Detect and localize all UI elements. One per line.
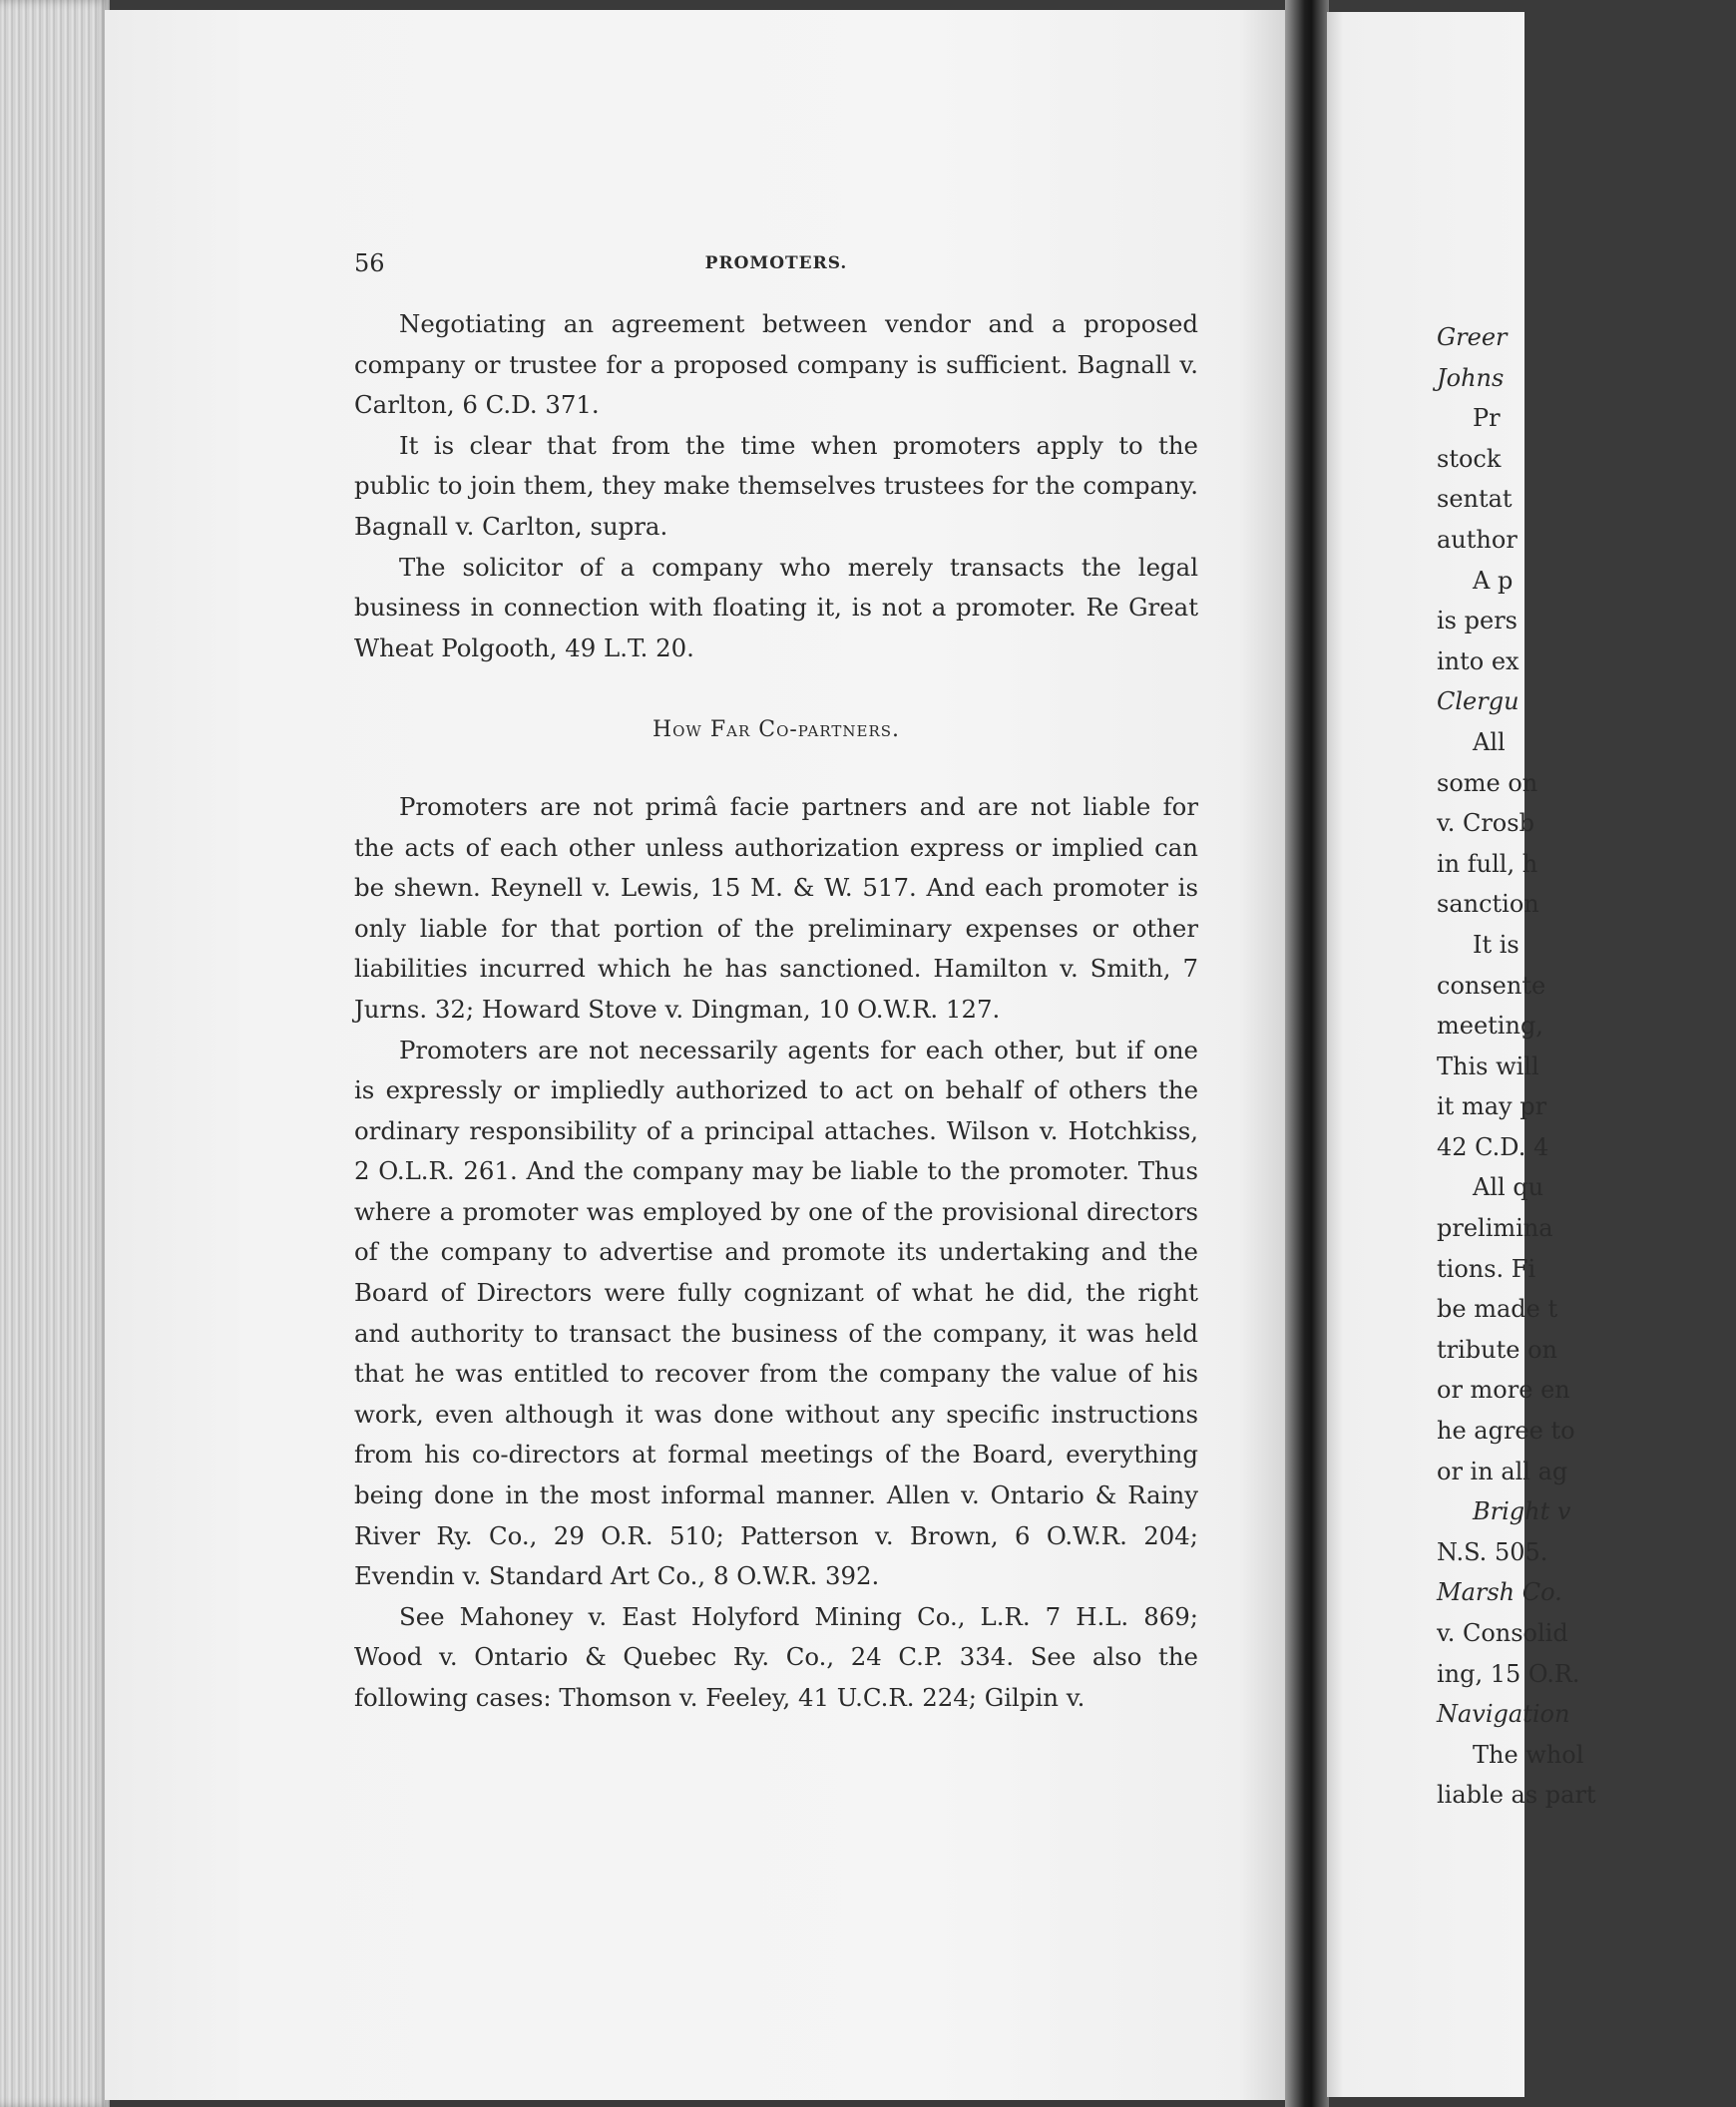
right-line: tions. Fi: [1437, 1254, 1536, 1283]
right-line: liable as part: [1437, 1781, 1596, 1810]
right-line: Greer: [1437, 323, 1508, 351]
right-line: or more en: [1437, 1376, 1570, 1405]
right-line: Navigation: [1437, 1700, 1570, 1729]
right-line: Johns: [1437, 363, 1505, 392]
right-line: he agree to: [1437, 1417, 1575, 1446]
right-line: ing, 15 O.R.: [1437, 1659, 1580, 1688]
right-line: All: [1473, 727, 1506, 756]
right-line: This will: [1437, 1052, 1539, 1080]
right-line: some on: [1437, 768, 1538, 797]
section-heading: How Far Co-partners.: [651, 717, 901, 743]
right-line: be made t: [1437, 1295, 1558, 1324]
paragraph-2: It is clear that from the time when promoters apply to the public to join them, they make themselves trustees for the company. Bagnall v. Carlton, supra.: [354, 430, 1198, 541]
running-title: PROMOTERS.: [704, 253, 848, 273]
right-line: Pr: [1473, 404, 1501, 433]
right-line: sentat: [1437, 485, 1513, 514]
section-paragraph-2: Promoters are not necessarily agents for each other, but if one is expressly or impliedly authorized to act on behalf of others the ordinary responsibility of a principal attaches. Wilson v. Hotchkiss, 2 O.L.R. 261. And the company may be liable to the promoter. Thus where a promoter was employed by one of the provisional directors of the company to advertise and promote its undertaking and the Board of Directors were fully cognizant of what he did, the right and authority to transact the business of the company, it was held that he was entitled to recover from the company the value of his work, even although it was done without any specific instructions from his co-directors at formal meetings of the Board, everything being done in the most informal manner. Allen v. Ontario & Rainy River Ry. Co., 29 O.R. 510; Patterson v. Brown, 6 O.W.R. 204; Evendin v. Standard Art Co., 8 O.W.R. 392.: [354, 1035, 1198, 1591]
right-line: meeting,: [1437, 1012, 1543, 1041]
right-line: All qu: [1473, 1173, 1544, 1202]
page-header: [354, 249, 1198, 281]
right-line: stock: [1437, 444, 1502, 473]
right-line: tribute on: [1437, 1335, 1557, 1364]
page-number: 56: [354, 249, 385, 277]
right-line: it may pr: [1437, 1092, 1547, 1121]
right-line: prelimina: [1437, 1214, 1553, 1243]
right-page-text: [1437, 317, 1736, 1816]
right-line: is pers: [1437, 607, 1518, 635]
right-line: v. Consolid: [1437, 1619, 1568, 1647]
paragraph-3: The solicitor of a company who merely transacts the legal business in connection with floating it, is not a promoter. Re Great Wheat Polgooth, 49 L.T. 20.: [354, 552, 1198, 662]
right-line: in full, h: [1437, 849, 1538, 878]
right-line: Marsh Co.: [1437, 1578, 1562, 1607]
right-line: Bright v: [1473, 1497, 1571, 1526]
right-line: sanction: [1437, 890, 1539, 919]
section-paragraph-3: See Mahoney v. East Holyford Mining Co., L.R. 7 H.L. 869; Wood v. Ontario & Quebec Ry. Co., 24 C.P. 334. See also the following cases: Thomson v. Feeley, 41 U.C.R. 224; Gilpin v.: [354, 1601, 1198, 1712]
right-line: v. Crosb: [1437, 809, 1534, 838]
main-text: [354, 304, 1198, 1719]
page-edges: [0, 0, 110, 2107]
book-gutter: [1285, 0, 1329, 2107]
right-line: Clergu: [1437, 687, 1519, 716]
right-line: It is: [1473, 930, 1519, 959]
right-line: consente: [1437, 971, 1546, 1000]
section-paragraph-1: Promoters are not primâ facie partners and are not liable for the acts of each other unless authorization express or implied can be shewn. Reynell v. Lewis, 15 M. & W. 517. And each promoter is only liable for that portion of the preliminary expenses or other liabilities incurred which he has sanctioned. Hamilton v. Smith, 7 Jurns. 32; Howard Stove v. Dingman, 10 O.W.R. 127.: [354, 791, 1198, 1024]
right-line: A p: [1473, 566, 1514, 595]
right-line: N.S. 505.: [1437, 1537, 1548, 1566]
right-line: or in all ag: [1437, 1457, 1568, 1485]
right-line: into ex: [1437, 646, 1519, 675]
right-line: The whol: [1473, 1740, 1584, 1769]
right-line: author: [1437, 525, 1518, 554]
paragraph-1: Negotiating an agreement between vendor and a proposed company or trustee for a proposed company is sufficient. Bagnall v. Carlton, 6 C.D. 371.: [354, 309, 1198, 420]
right-line: 42 C.D. 4: [1437, 1132, 1549, 1161]
